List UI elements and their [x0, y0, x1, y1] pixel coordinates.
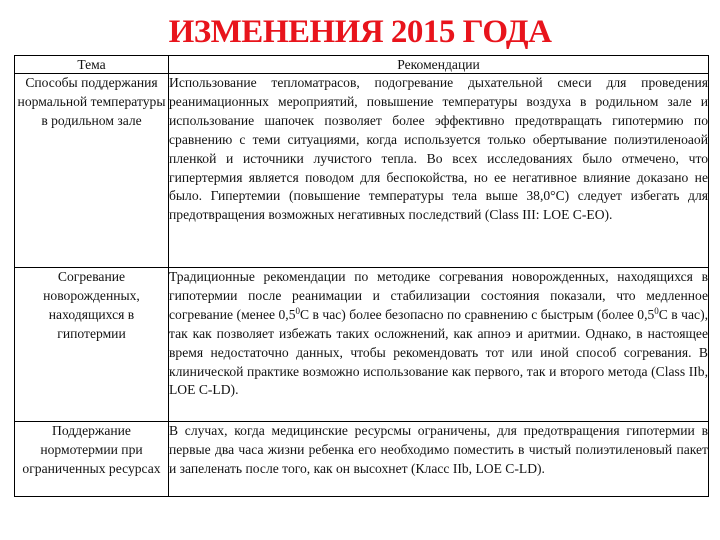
slide-title: ИЗМЕНЕНИЯ 2015 ГОДА	[168, 14, 552, 50]
recommendation-cell	[169, 268, 709, 422]
topic-cell: Поддержание нормотермии при ограниченных ресурсах	[15, 422, 169, 497]
recommendations-table	[14, 55, 709, 497]
header-topic: Тема	[15, 56, 169, 74]
topic-cell: Способы поддержания нормальной температуры в родильном зале	[15, 74, 169, 268]
degree-superscript: 0	[654, 305, 659, 316]
recommendation-cell: Использование тепломатрасов, подогревание дыхательной смеси для проведения реанимационных мероприятий, повышение температуры воздуха в родильном зале и использование шапочек позволяет более эффективно предотвращать гипотермию по сравнению с теми ситуациями, когда используется только обертывание полиэтиленоаой пленкой и источники лучистого тепла. Во всех исследованиях было отмечено, что гипертермия является поводом для беспокойства, но ее негативное влияние доказано не было. Гипертемии (повышение температуры тела выше 38,0°С) следует избегать для предотвращения возможных негативных последствий (Class III: LOE C-EO).	[169, 74, 709, 268]
table-row	[15, 268, 709, 422]
degree-superscript: 0	[295, 305, 300, 316]
topic-cell: Согревание новорожденных, находящихся в гипотермии	[15, 268, 169, 422]
recommendation-cell: В случах, когда медицинские ресурсмы ограничены, для предотвращения гипотермии в первые два часа жизни ребенка его необходимо поместить в чистый полиэтиленовый пакет и запеленать после того, как он высохнет (Класс IIb, LOE C-LD).	[169, 422, 709, 497]
table-row	[15, 74, 709, 268]
rec-text: Традиционные рекомендации по методике согревания новорожденных, находящихся в гипотермии после реанимации и стабилизации состояния показали, что медленное согревание (менее 0,5	[169, 269, 708, 322]
table-header-row	[15, 56, 709, 74]
header-recommendations: Рекомендации	[169, 56, 709, 74]
rec-text: С в час) более безопасно по сравнению с быстрым (более 0,5	[300, 306, 655, 322]
rec-text: С в час), так как позволяет избежать таких осложнений, как апноэ и аритмии. Однако, в настоящее время недостаточно данных, чтобы рекомендовать тот или иной способ согревания. В клинической практике возможно использование как первого, так и второго метода (Class IIb, LOE C-LD).	[169, 306, 708, 398]
table-row	[15, 422, 709, 497]
